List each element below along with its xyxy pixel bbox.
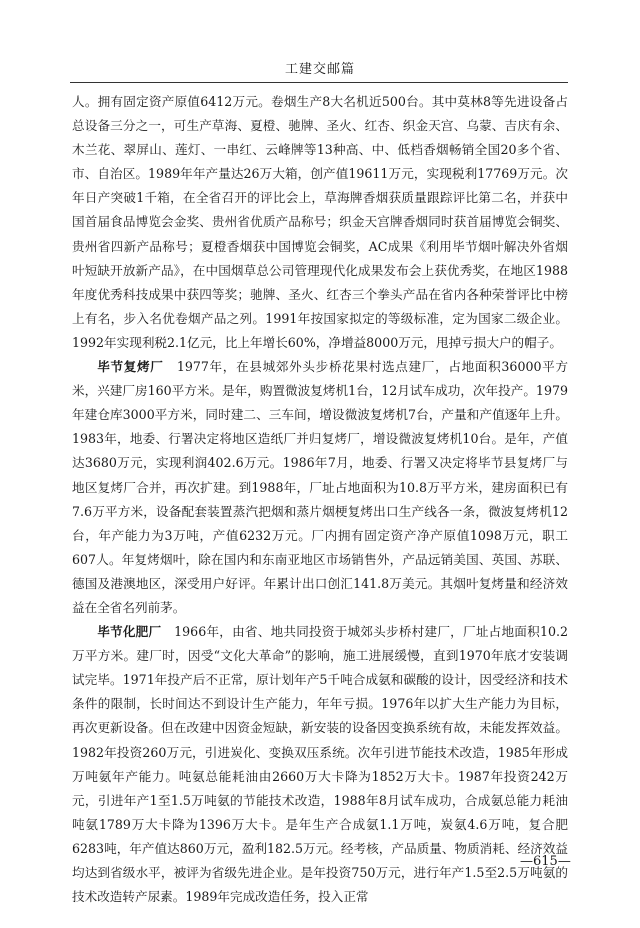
paragraph-text: 1966年，由省、地共同投资于城郊头步桥村建厂，厂址占地面积10.2万平方米。建厂时，因受“文化大革命”的影响，施工进展缓慢，直到1970年底才安装调试完毕。1971年投产后不正常，原计划年产5千吨合成氨和碳酸的设计，因受经济和技术条件的限制，长时间达不到设计生产能力，年年亏损。1976年以扩大生产能力为目标，再次更新设备。但在改建中因资金短缺，新安装的设备因变换系统有故，未能发挥效益。1982年投资260万元，引进炭化、变换双压系统。次年引进节能技术改造，1985年形成万吨氨年产能力。吨氨总能耗油由2660万大卡降为1852万大卡。1987年投资242万元，引进年产1至1.5万吨氨的节能技术改造，1988年8月试车成功，合成氨总能力耗油吨氨1789万大卡降为1396万大卡。是年生产合成氨1.1万吨，炭氨4.6万吨，复合肥6283吨，年产值达860万元，盈利182.5万元。经考核，产品质量、物质消耗、经济效益均达到省级水平，被评为省级先进企业。是年投资750万元，进行年产1.5至2.5万吨氨的技术改造转产尿素。1989年完成改造任务，投入正常 (72, 624, 569, 905)
paragraph-cigarette-factory (72, 90, 568, 355)
paragraph-text: 人。拥有固定资产原值6412万元。卷烟生产8大名机近500台。其中莫林8等先进设备占总设备三分之一，可生产草海、夏橙、驰牌、圣火、红杏、织金天宫、乌蒙、吉庆有余、木兰花、翠屏山、莲灯、一串红、云峰牌等13种高、中、低档香烟畅销全国20多个省、市、自治区。1989年年产量达26万大箱，创产值19611万元，实现税利17769万元。次年日产突破1千箱，在全省召开的评比会上，草海牌香烟获质量跟踪评比第二名，并获中国首届食品博览会金奖、贵州省优质产品称号；织金天宫牌香烟同时获首届博览会铜奖、贵州省四新产品称号；夏橙香烟获中国博览会铜奖，AC成果《利用毕节烟叶解决外省烟叶短缺开放新产品》，在中国烟草总公司管理现代化成果发布会上获优秀奖，在地区1988年度优秀科技成果中获四等奖；驰牌、圣火、红杏三个拳头产品在省内各种荣誉评比中榜上有名，步入名优卷烟产品之列。1991年按国家拟定的等级标准，定为国家二级企业。1992年实现利税2.1亿元，比上年增长60%，净增益8000万元，甩掉亏损大户的帽子。 (72, 94, 568, 350)
paragraph-fertilizer-factory (72, 620, 568, 909)
header-divider (70, 82, 568, 83)
body-text (72, 90, 568, 909)
page-number: —615— (520, 854, 571, 869)
paragraph-curing-factory (72, 355, 568, 620)
page-header: 工建交邮篇 (284, 62, 355, 77)
section-heading: 毕节化肥厂 (97, 624, 162, 640)
section-heading: 毕节复烤厂 (97, 359, 164, 375)
paragraph-text: 1977年，在县城郊外头步桥花果村选点建厂，占地面积36000平方米，兴建厂房160平方米。是年，购置微波复烤机1台，12月试车成功，次年投产。1979年建仓库3000平方米，同时建二、三车间，增设微波复烤机7台，产量和产值逐年上升。1983年，地委、行署决定将地区造纸厂并归复烤厂，增设微波复烤机10台。是年，产值达3680万元，实现利润402.6万元。1986年7月，地委、行署又决定将毕节县复烤厂与地区复烤厂合并，再次扩建。到1988年，厂址占地面积为10.8万平方米，建房面积已有7.6万平方米，设备配套装置蒸汽把烟和蒸片烟梗复烤出口生产线各一条，微波复烤机12台，年产能力为3万吨，产值6232万元。厂内拥有固定资产净产原值1098万元，职工607人。年复烤烟叶，除在国内和东南亚地区市场销售外，产品远销美国、英国、苏联、德国及港澳地区，深受用户好评。年累计出口创汇141.8万美元。其烟叶复烤量和经济效益在全省名列前茅。 (72, 359, 569, 615)
